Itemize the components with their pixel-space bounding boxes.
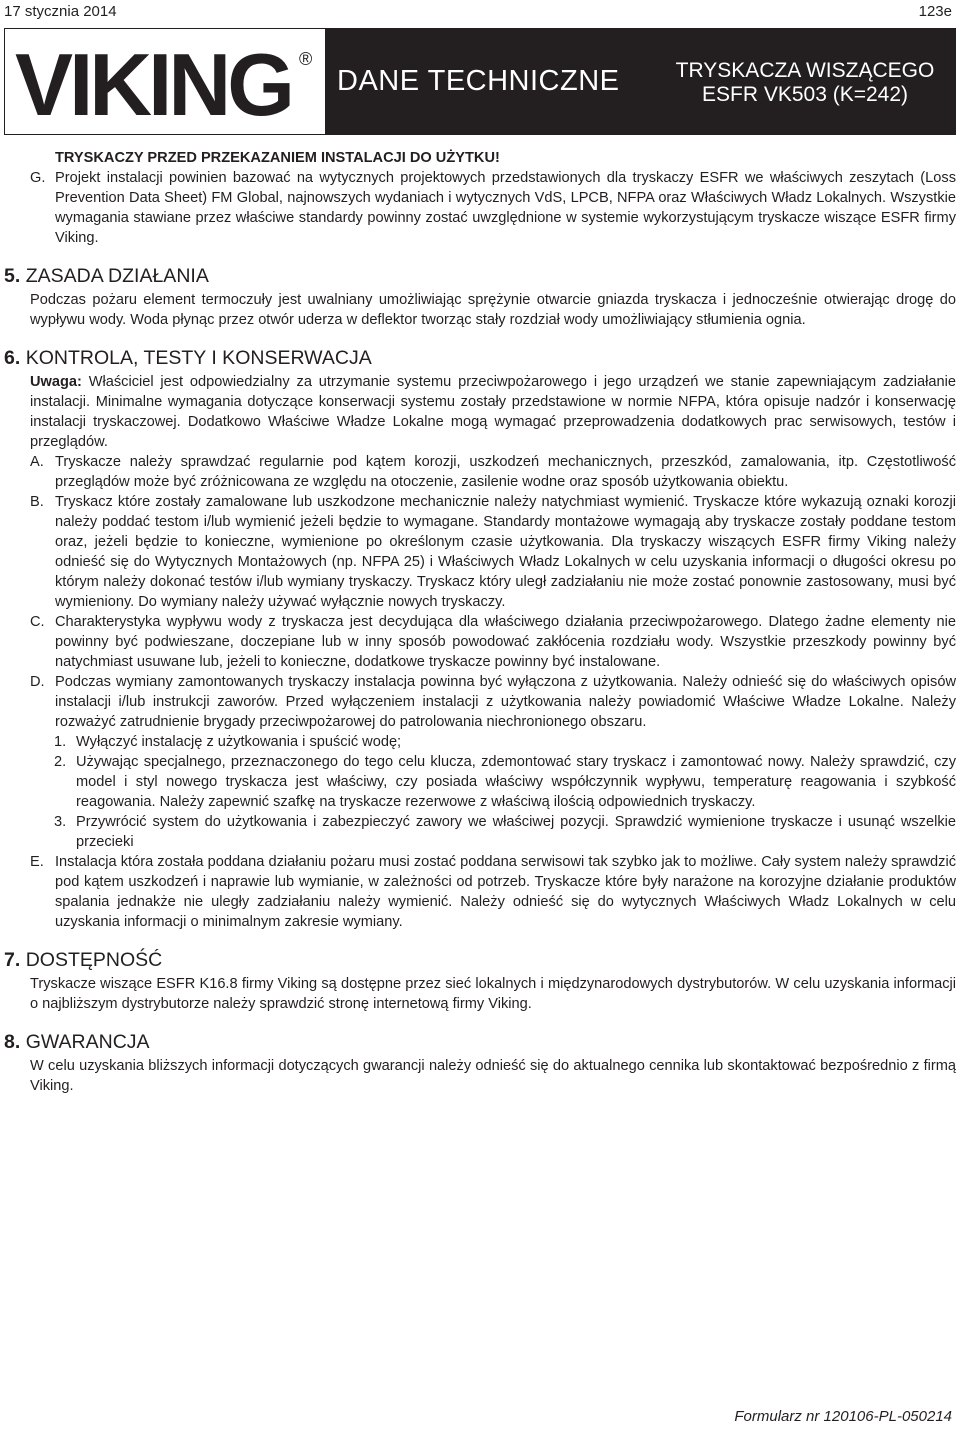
section-heading: 5. ZASADA DZIAŁANIA [4,265,209,287]
form-number: Formularz nr 120106-PL-050214 [734,1408,952,1425]
issue-date: 17 stycznia 2014 [4,3,117,20]
section-text: Tryskacze wiszące ESFR K16.8 firmy Viking są dostępne przez sieć lokalnych i międzynarodowych dystrybutorów. W celu uzyskania informacji o najbliższym dystrybutorze należy sprawdzić stronę internetową firmy Viking. [30,976,956,1012]
product-title-line1: TRYSKACZA WISZĄCEGO [675,59,935,82]
document-type-title: DANE TECHNICZNE [337,65,620,97]
list-item: E. Instalacja która została poddana działaniu pożaru musi zostać poddana serwisowi tak szybko jak to możliwe. Cały system należy sprawdzić pod kątem uszkodzeń i naprawie lub wymianie, w zależności od potrzeb. Tryskacze które były narażone na korozyjne działanie produktów spalania jednakże nie uległy zadziałaniu należy wymienić. Należy odnieść się do wytycznych Właściwych Władz Lokalnych w celu uzyskania informacji o minimalnym zakresie wymiany. [30,854,956,930]
list-item: A. Tryskacze należy sprawdzać regularnie pod kątem korozji, uszkodzeń mechanicznych, przeszkód, zamalowania, itp. Częstotliwość przeglądów może być zróżnicowana ze względu na otoczenie, zasilenie wodne oraz sposób użytkowania obiektu. [30,454,956,490]
section-heading: 6. KONTROLA, TESTY I KONSERWACJA [4,347,372,369]
list-item: C. Charakterystyka wypływu wody z tryskacza jest decydująca dla właściwego działania przeciwpożarowego. Dlatego żadne elementy nie powinny być podwieszane, doczepiane lub w inny sposób powodować zakłócenia rozdziału wody. Wszystkie przeszkody powinny być natychmiast usuwane lub, jeżeli to konieczne, dodatkowe tryskacze powinny być instalowane. [30,614,956,670]
svg-text:®: ® [299,49,313,69]
document-code: 123e [918,3,952,20]
product-title-line2: ESFR VK503 (K=242) [701,83,909,106]
list-item: G. Projekt instalacji powinien bazować na wytycznych projektowych przedstawionych dla tryskaczy ESFR we właściwych zeszytach (Loss Prevention Data Sheet) FM Global, najnowszych wydaniach i wytycznych VdS, LPCB, NFPA oraz Właściwych Władz Lokalnych. Wszystkie wymagania stawiane przez właściwe standardy powinny zostać uwzględnione w systemie wykorzystującym tryskacze wiszące ESFR firmy Viking. [30,170,956,246]
section-heading: 8. GWARANCJA [4,1031,150,1053]
list-item: B. Tryskacz które zostały zamalowane lub uszkodzone mechanicznie należy natychmiast wymienić. Tryskacze które wykazują oznaki korozji należy poddać testom i/lub wymienić jeżeli będzie to wymagane. Standardy montażowe wymagają aby tryskacze zostały poddane testom oraz, jeżeli będzie to konieczne, wymienione po określonym czasie użytkowania. Dla tryskaczy wiszących ESFR firmy Viking należy odnieść się do Wytycznych Montażowych (np. NFPA 25) i Właściwych Władz Lokalnych w celu uzyskania informacji o długości okresu po którym należy dokonać testów i/lub wymiany tryskaczy. Tryskacz który uległ zadziałaniu nie może zostać ponownie zastosowany, musi być wymieniony. Do wymiany należy używać wyłącznie nowych tryskaczy. [30,494,956,610]
sub-list-item: 2. Używając specjalnego, przeznaczonego do tego celu klucza, zdemontować stary tryskacz i zamontować nowy. Należy sprawdzić, czy model i styl nowego tryskacza jest właściwy, czy posiada właściwy współczynnik wypływu, temperaturę reagowania i szybkość reagowania. Należy zapewnić szafkę na tryskacze rezerwowe z właściwą ilością odpowiednich tryskaczy. [54,754,956,810]
sub-list-item: 3. Przywrócić system do użytkowania i zabezpieczyć zawory we właściwej pozycji. Sprawdzić wymienione tryskacze i usunąć wszelkie przecieki [54,814,956,850]
section-7 [4,948,956,1014]
section-text: W celu uzyskania bliższych informacji dotyczących gwarancji należy odnieść się do aktualnego cennika lub skontaktować bezpośrednio z firmą Viking. [30,1058,956,1094]
title-band [325,29,655,134]
section-8 [4,1030,956,1096]
section-6 [4,346,956,932]
product-title [655,29,955,134]
note-paragraph: Uwaga: Właściciel jest odpowiedzialny za utrzymanie systemu przeciwpożarowego i jego urządzeń we stanie zapewniającym zadziałanie instalacji. Minimalne wymagania dotyczące konserwacji systemu zostały przedstawione w normie NFPA, która opisuje nadzór i konserwację instalacji tryskaczowej. Dodatkowo Właściwe Władze Lokalne mogą wymagać przeprowadzenia dodatkowych prac serwisowych, testów i przeglądów. [30,374,956,450]
section-heading: 7. DOSTĘPNOŚĆ [4,949,163,971]
svg-text:VIKING: VIKING [15,43,291,123]
viking-logo [13,43,323,123]
list-item: D. Podczas wymiany zamontowanych tryskaczy instalacja powinna być wyłączona z użytkowania. Należy odnieść się do właściwych opisów instalacji i/lub instrukcji zaworów. Przed wyłączeniem instalacji z użytkowania należy powiadomić Właściwe Władze Lokalne. Należy rozważyć zatrudnienie brygady przeciwpożarowej do patrolowania niechronionego obszaru. [30,674,956,730]
document-body [4,148,956,1096]
top-bar [0,0,960,20]
sub-list-item: 1. Wyłączyć instalację z użytkowania i spuścić wodę; [54,734,402,750]
section-text: Podczas pożaru element termoczuły jest uwalniany umożliwiając sprężynie otwarcie gniazda tryskacza i jednocześnie otwierając drogę do wypływu wody. Woda płynąc przez otwór uderza w deflektor tworząc stały rozdział wody umożliwiający stłumienia ognia. [30,292,956,328]
document-header [4,28,956,135]
section-5 [4,264,956,330]
intro-heading: TRYSKACZY PRZED PRZEKAZANIEM INSTALACJI DO UŻYTKU! [55,150,500,166]
